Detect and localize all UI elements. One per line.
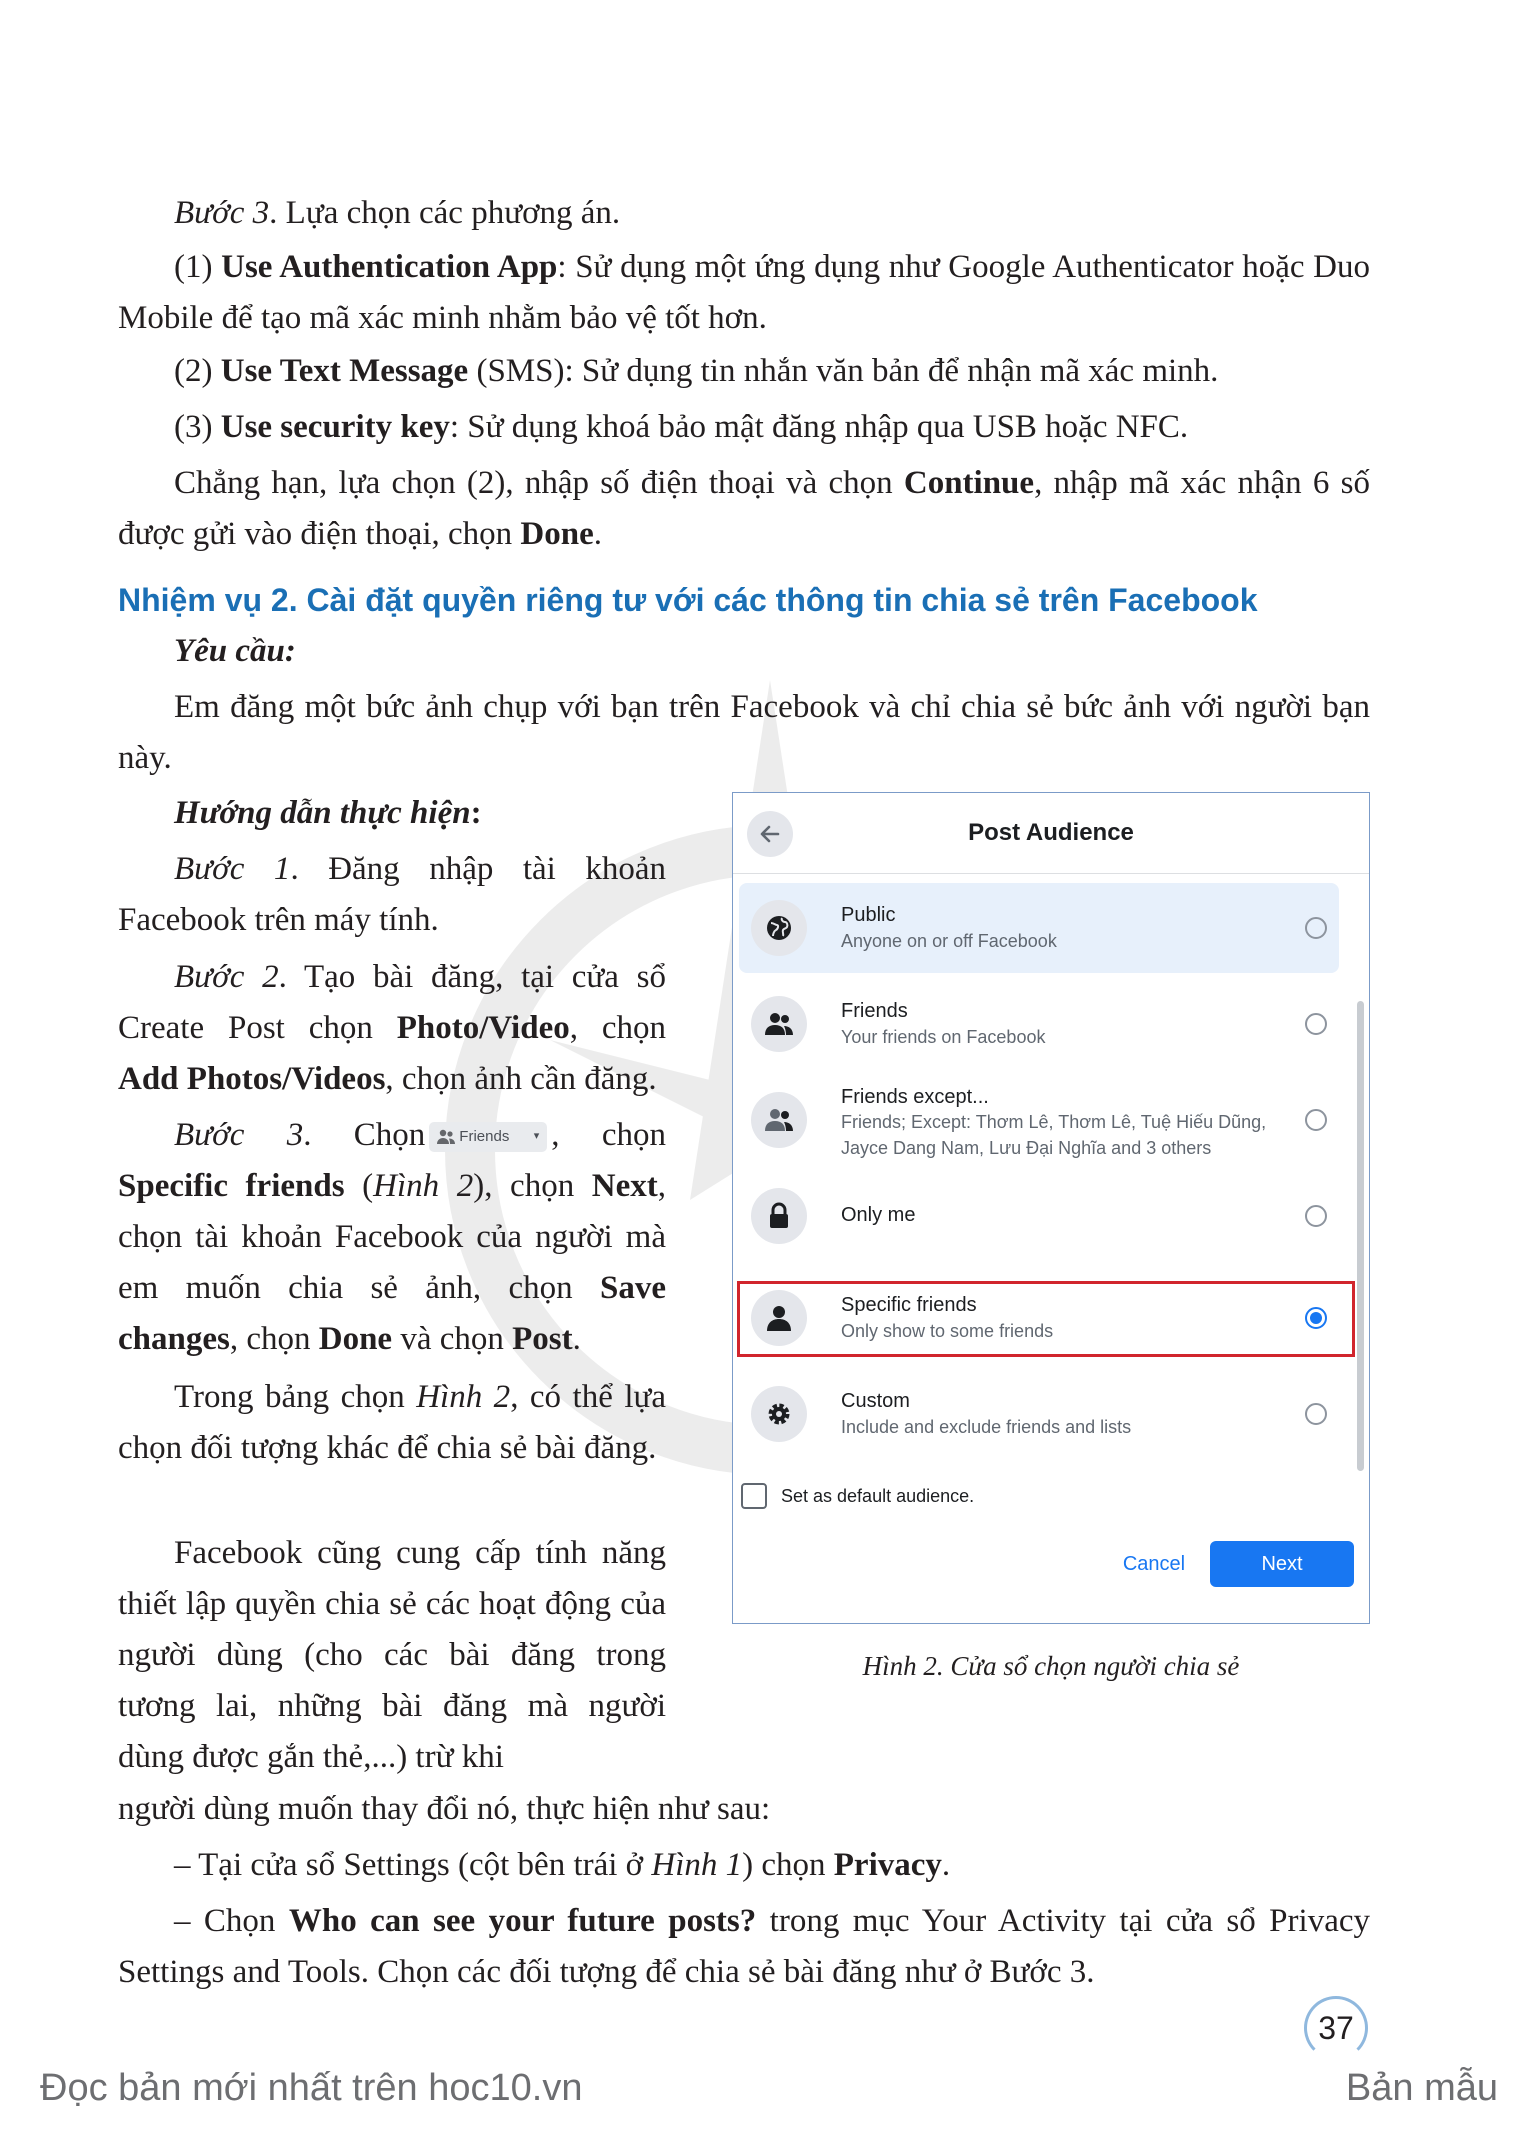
audience-note: Trong bảng chọn Hình 2, có thể lựa chọn đối tượng khác để chia sẻ bài đăng. <box>118 1379 667 1466</box>
guide-step3: Bước 3. Chọn Friends ▾ , chọn Specific friends (Hình 2), chọn Next, chọn tài khoản Facebook của người mà em muốn chia sẻ ảnh, chọn Save changes, chọn Done và chọn Post. <box>118 1117 667 1357</box>
radio-public[interactable] <box>1305 917 1327 939</box>
future-posts-paragraph: Facebook cũng cung cấp tính năng thiết lập quyền chia sẻ các hoạt động của người dùng (cho các bài đăng trong tương lai, những bài đăng mà người dùng được gắn thẻ,...) trừ khi <box>118 1535 666 1775</box>
step3-line: Bước 3. Lựa chọn các phương án. <box>174 195 621 231</box>
bullet-future-posts: – Chọn Who can see your future posts? trong mục Your Activity tại cửa sổ Privacy Settings and Tools. Chọn các đối tượng để chia sẻ bài đăng như ở Bước 3. <box>118 1903 1370 1990</box>
guide-step2: Bước 2. Tạo bài đăng, tại cửa sổ Create Post chọn Photo/Video, chọn Add Photos/Videos, chọn ảnh cần đăng. <box>118 959 666 1097</box>
lock-icon <box>765 1202 793 1230</box>
option-description: Only show to some friends <box>841 1321 1054 1341</box>
friends-except-icon <box>765 1106 793 1134</box>
bullet-privacy: – Tại cửa sổ Settings (cột bên trái ở Hình 1) chọn Privacy. <box>174 1847 951 1883</box>
page-number-badge <box>1304 1996 1368 2060</box>
default-audience-label: Set as default audience. <box>781 1486 975 1506</box>
audience-option-custom[interactable] <box>739 1369 1339 1459</box>
chevron-down-icon: ▾ <box>533 1130 540 1143</box>
cancel-button[interactable]: Cancel <box>1099 1541 1209 1587</box>
requirement-label: Yêu cầu: <box>174 633 296 669</box>
option-description: Anyone on or off Facebook <box>841 931 1057 951</box>
option-label: Custom <box>841 1390 910 1412</box>
radio-custom[interactable] <box>1305 1403 1327 1425</box>
audience-option-only-me[interactable] <box>739 1171 1339 1261</box>
requirement-text: Em đăng một bức ảnh chụp với bạn trên Facebook và chỉ chia sẻ bức ảnh với người bạn này. <box>118 689 1370 776</box>
audience-option-friends[interactable] <box>739 979 1339 1069</box>
friends-icon <box>765 1010 793 1038</box>
footer-source: Đọc bản mới nhất trên hoc10.vn <box>40 2067 583 2109</box>
radio-friends-except[interactable] <box>1305 1109 1327 1131</box>
footer-sample: Bản mẫu <box>1345 2067 1498 2109</box>
friends-audience-chip: Friends ▾ <box>429 1122 547 1152</box>
option1-paragraph: (1) Use Authentication App: Sử dụng một ứng dụng như Google Authenticator hoặc Duo Mobile để tạo mã xác minh nhằm bảo vệ tốt hơn. <box>118 249 1371 336</box>
guide-label: Hướng dẫn thực hiện: <box>174 795 482 831</box>
globe-icon <box>765 914 793 942</box>
option-description: Include and exclude friends and lists <box>841 1417 1132 1437</box>
default-audience-checkbox[interactable] <box>741 1483 767 1509</box>
option-label: Friends <box>841 1000 908 1022</box>
future-posts-continuation: người dùng muốn thay đổi nó, thực hiện như sau: <box>118 1791 771 1827</box>
radio-only-me[interactable] <box>1305 1205 1327 1227</box>
page-number: 37 <box>1318 2010 1354 2046</box>
selection-highlight <box>737 1281 1355 1357</box>
radio-friends[interactable] <box>1305 1013 1327 1035</box>
next-button[interactable]: Next <box>1210 1541 1354 1587</box>
dialog-title: Post Audience <box>968 819 1134 846</box>
option-description: Your friends on Facebook <box>841 1027 1046 1047</box>
audience-option-public[interactable] <box>739 883 1339 973</box>
audience-option-friends-except[interactable] <box>739 1075 1339 1165</box>
option-label: Friends except... <box>841 1086 989 1108</box>
option-description: Friends; Except: Thơm Lê, Thơm Lê, Tuệ Hiếu Dũng, Jayce Dang Nam, Lưu Đại Nghĩa and 3 others <box>841 1112 1267 1158</box>
option3-paragraph: (3) Use security key: Sử dụng khoá bảo mật đăng nhập qua USB hoặc NFC. <box>174 409 1189 445</box>
figure-caption: Hình 2. Cửa sổ chọn người chia sẻ <box>862 1651 1240 1681</box>
gear-icon <box>765 1400 793 1428</box>
task-heading: Nhiệm vụ 2. Cài đặt quyền riêng tư với các thông tin chia sẻ trên Facebook <box>118 582 1258 618</box>
guide-step1: Bước 1. Đăng nhập tài khoản Facebook trên máy tính. <box>118 851 666 938</box>
option-label: Specific friends <box>841 1294 977 1316</box>
options-scrollbar[interactable] <box>1357 1001 1364 1471</box>
option-label: Only me <box>841 1204 916 1226</box>
dialog-header <box>733 793 1369 873</box>
post-audience-dialog <box>732 792 1370 1624</box>
header-divider <box>733 873 1369 874</box>
option2-paragraph: (2) Use Text Message (SMS): Sử dụng tin nhắn văn bản để nhận mã xác minh. <box>174 353 1219 389</box>
friends-icon <box>437 1129 455 1145</box>
example-paragraph: Chẳng hạn, lựa chọn (2), nhập số điện thoại và chọn Continue, nhập mã xác nhận 6 số được gửi vào điện thoại, chọn Done. <box>118 465 1370 552</box>
option-label: Public <box>841 904 896 926</box>
